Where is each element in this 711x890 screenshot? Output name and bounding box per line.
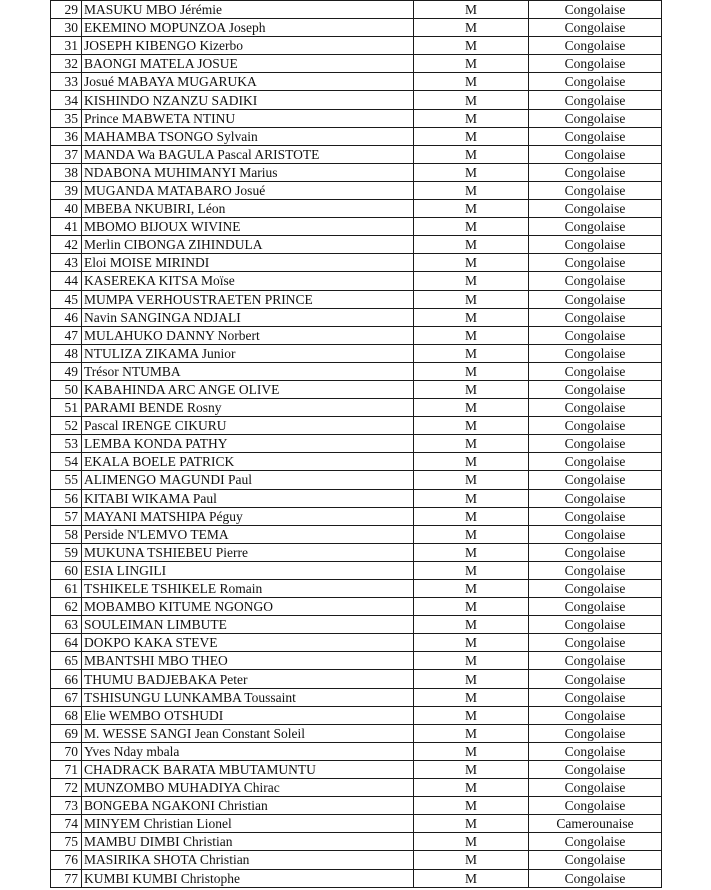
- table-row: [51, 724, 662, 742]
- row-number-cell: 67: [51, 688, 82, 706]
- name-cell: TSHISUNGU LUNKAMBA Toussaint: [82, 688, 414, 706]
- table-row: [51, 507, 662, 525]
- sex-cell: M: [414, 724, 529, 742]
- table-row: [51, 380, 662, 398]
- nationality-cell: Congolaise: [529, 399, 662, 417]
- row-number-cell: 33: [51, 73, 82, 91]
- table-row: [51, 634, 662, 652]
- table-row: [51, 797, 662, 815]
- name-cell: MBEBA NKUBIRI, Léon: [82, 200, 414, 218]
- name-cell: TSHIKELE TSHIKELE Romain: [82, 580, 414, 598]
- table-row: [51, 851, 662, 869]
- sex-cell: M: [414, 453, 529, 471]
- nationality-cell: Congolaise: [529, 19, 662, 37]
- nationality-cell: Congolaise: [529, 218, 662, 236]
- row-number-cell: 30: [51, 19, 82, 37]
- name-cell: Perside N'LEMVO TEMA: [82, 525, 414, 543]
- nationality-cell: Congolaise: [529, 55, 662, 73]
- nationality-cell: Congolaise: [529, 543, 662, 561]
- table-row: [51, 218, 662, 236]
- name-cell: NDABONA MUHIMANYI Marius: [82, 163, 414, 181]
- table-row: [51, 652, 662, 670]
- sex-cell: M: [414, 181, 529, 199]
- row-number-cell: 48: [51, 344, 82, 362]
- nationality-cell: Congolaise: [529, 453, 662, 471]
- nationality-cell: Congolaise: [529, 272, 662, 290]
- table-row: [51, 453, 662, 471]
- table-row: [51, 833, 662, 851]
- sex-cell: M: [414, 236, 529, 254]
- nationality-cell: Congolaise: [529, 145, 662, 163]
- row-number-cell: 58: [51, 525, 82, 543]
- nationality-cell: Congolaise: [529, 181, 662, 199]
- row-number-cell: 29: [51, 1, 82, 19]
- table-row: [51, 616, 662, 634]
- nationality-cell: Congolaise: [529, 688, 662, 706]
- sex-cell: M: [414, 218, 529, 236]
- name-cell: Pascal IRENGE CIKURU: [82, 417, 414, 435]
- nationality-cell: Congolaise: [529, 109, 662, 127]
- name-cell: PARAMI BENDE Rosny: [82, 399, 414, 417]
- nationality-cell: Congolaise: [529, 598, 662, 616]
- nationality-cell: Congolaise: [529, 290, 662, 308]
- table-row: [51, 543, 662, 561]
- table-row: [51, 742, 662, 760]
- sex-cell: M: [414, 37, 529, 55]
- sex-cell: M: [414, 127, 529, 145]
- table-row: [51, 326, 662, 344]
- name-cell: Trésor NTUMBA: [82, 362, 414, 380]
- sex-cell: M: [414, 91, 529, 109]
- sex-cell: M: [414, 779, 529, 797]
- roster-table: [50, 0, 662, 888]
- sex-cell: M: [414, 272, 529, 290]
- name-cell: Elie WEMBO OTSHUDI: [82, 706, 414, 724]
- row-number-cell: 49: [51, 362, 82, 380]
- nationality-cell: Congolaise: [529, 73, 662, 91]
- sex-cell: M: [414, 706, 529, 724]
- row-number-cell: 39: [51, 181, 82, 199]
- name-cell: THUMU BADJEBAKA Peter: [82, 670, 414, 688]
- table-row: [51, 127, 662, 145]
- nationality-cell: Congolaise: [529, 254, 662, 272]
- nationality-cell: Congolaise: [529, 561, 662, 579]
- row-number-cell: 62: [51, 598, 82, 616]
- roster-table-body: [51, 1, 662, 888]
- row-number-cell: 65: [51, 652, 82, 670]
- nationality-cell: Congolaise: [529, 670, 662, 688]
- table-row: [51, 489, 662, 507]
- name-cell: Yves Nday mbala: [82, 742, 414, 760]
- name-cell: MAMBU DIMBI Christian: [82, 833, 414, 851]
- row-number-cell: 46: [51, 308, 82, 326]
- row-number-cell: 60: [51, 561, 82, 579]
- table-row: [51, 37, 662, 55]
- table-row: [51, 55, 662, 73]
- name-cell: ESIA LINGILI: [82, 561, 414, 579]
- row-number-cell: 54: [51, 453, 82, 471]
- name-cell: MUGANDA MATABARO Josué: [82, 181, 414, 199]
- row-number-cell: 68: [51, 706, 82, 724]
- sex-cell: M: [414, 742, 529, 760]
- name-cell: KITABI WIKAMA Paul: [82, 489, 414, 507]
- row-number-cell: 69: [51, 724, 82, 742]
- sex-cell: M: [414, 254, 529, 272]
- name-cell: Josué MABAYA MUGARUKA: [82, 73, 414, 91]
- sex-cell: M: [414, 869, 529, 887]
- nationality-cell: Congolaise: [529, 37, 662, 55]
- nationality-cell: Congolaise: [529, 652, 662, 670]
- row-number-cell: 50: [51, 380, 82, 398]
- row-number-cell: 77: [51, 869, 82, 887]
- table-row: [51, 145, 662, 163]
- table-row: [51, 290, 662, 308]
- table-row: [51, 760, 662, 778]
- name-cell: LEMBA KONDA PATHY: [82, 435, 414, 453]
- nationality-cell: Congolaise: [529, 417, 662, 435]
- row-number-cell: 37: [51, 145, 82, 163]
- sex-cell: M: [414, 200, 529, 218]
- table-row: [51, 236, 662, 254]
- sex-cell: M: [414, 652, 529, 670]
- nationality-cell: Congolaise: [529, 869, 662, 887]
- row-number-cell: 36: [51, 127, 82, 145]
- row-number-cell: 55: [51, 471, 82, 489]
- sex-cell: M: [414, 598, 529, 616]
- row-number-cell: 52: [51, 417, 82, 435]
- name-cell: KISHINDO NZANZU SADIKI: [82, 91, 414, 109]
- nationality-cell: Congolaise: [529, 127, 662, 145]
- nationality-cell: Congolaise: [529, 580, 662, 598]
- table-row: [51, 580, 662, 598]
- sex-cell: M: [414, 308, 529, 326]
- table-row: [51, 815, 662, 833]
- nationality-cell: Congolaise: [529, 760, 662, 778]
- row-number-cell: 40: [51, 200, 82, 218]
- nationality-cell: Congolaise: [529, 163, 662, 181]
- nationality-cell: Congolaise: [529, 344, 662, 362]
- sex-cell: M: [414, 19, 529, 37]
- name-cell: SOULEIMAN LIMBUTE: [82, 616, 414, 634]
- row-number-cell: 34: [51, 91, 82, 109]
- row-number-cell: 70: [51, 742, 82, 760]
- name-cell: KASEREKA KITSA Moïse: [82, 272, 414, 290]
- table-row: [51, 91, 662, 109]
- nationality-cell: Congolaise: [529, 525, 662, 543]
- name-cell: MINYEM Christian Lionel: [82, 815, 414, 833]
- nationality-cell: Camerounaise: [529, 815, 662, 833]
- row-number-cell: 72: [51, 779, 82, 797]
- nationality-cell: Congolaise: [529, 706, 662, 724]
- nationality-cell: Congolaise: [529, 1, 662, 19]
- sex-cell: M: [414, 417, 529, 435]
- name-cell: MBOMO BIJOUX WIVINE: [82, 218, 414, 236]
- row-number-cell: 61: [51, 580, 82, 598]
- row-number-cell: 44: [51, 272, 82, 290]
- name-cell: MANDA Wa BAGULA Pascal ARISTOTE: [82, 145, 414, 163]
- row-number-cell: 75: [51, 833, 82, 851]
- row-number-cell: 64: [51, 634, 82, 652]
- nationality-cell: Congolaise: [529, 833, 662, 851]
- name-cell: KUMBI KUMBI Christophe: [82, 869, 414, 887]
- sex-cell: M: [414, 109, 529, 127]
- name-cell: MAHAMBA TSONGO Sylvain: [82, 127, 414, 145]
- name-cell: BAONGI MATELA JOSUE: [82, 55, 414, 73]
- name-cell: MASIRIKA SHOTA Christian: [82, 851, 414, 869]
- name-cell: NTULIZA ZIKAMA Junior: [82, 344, 414, 362]
- sex-cell: M: [414, 525, 529, 543]
- name-cell: EKEMINO MOPUNZOA Joseph: [82, 19, 414, 37]
- name-cell: CHADRACK BARATA MBUTAMUNTU: [82, 760, 414, 778]
- name-cell: ALIMENGO MAGUNDI Paul: [82, 471, 414, 489]
- row-number-cell: 66: [51, 670, 82, 688]
- table-row: [51, 254, 662, 272]
- table-row: [51, 869, 662, 887]
- name-cell: MUKUNA TSHIEBEU Pierre: [82, 543, 414, 561]
- nationality-cell: Congolaise: [529, 742, 662, 760]
- row-number-cell: 51: [51, 399, 82, 417]
- row-number-cell: 35: [51, 109, 82, 127]
- name-cell: MUMPA VERHOUSTRAETEN PRINCE: [82, 290, 414, 308]
- sex-cell: M: [414, 580, 529, 598]
- table-row: [51, 1, 662, 19]
- nationality-cell: Congolaise: [529, 634, 662, 652]
- row-number-cell: 57: [51, 507, 82, 525]
- sex-cell: M: [414, 471, 529, 489]
- nationality-cell: Congolaise: [529, 435, 662, 453]
- table-row: [51, 163, 662, 181]
- sex-cell: M: [414, 543, 529, 561]
- sex-cell: M: [414, 851, 529, 869]
- row-number-cell: 59: [51, 543, 82, 561]
- nationality-cell: Congolaise: [529, 616, 662, 634]
- table-row: [51, 399, 662, 417]
- name-cell: M. WESSE SANGI Jean Constant Soleil: [82, 724, 414, 742]
- table-row: [51, 308, 662, 326]
- name-cell: Prince MABWETA NTINU: [82, 109, 414, 127]
- name-cell: DOKPO KAKA STEVE: [82, 634, 414, 652]
- sex-cell: M: [414, 688, 529, 706]
- sex-cell: M: [414, 362, 529, 380]
- sex-cell: M: [414, 399, 529, 417]
- row-number-cell: 47: [51, 326, 82, 344]
- table-row: [51, 417, 662, 435]
- nationality-cell: Congolaise: [529, 724, 662, 742]
- nationality-cell: Congolaise: [529, 489, 662, 507]
- sex-cell: M: [414, 507, 529, 525]
- name-cell: Eloi MOISE MIRINDI: [82, 254, 414, 272]
- name-cell: Navin SANGINGA NDJALI: [82, 308, 414, 326]
- table-row: [51, 362, 662, 380]
- table-row: [51, 344, 662, 362]
- name-cell: MBANTSHI MBO THEO: [82, 652, 414, 670]
- row-number-cell: 71: [51, 760, 82, 778]
- table-row: [51, 73, 662, 91]
- nationality-cell: Congolaise: [529, 91, 662, 109]
- table-row: [51, 598, 662, 616]
- sex-cell: M: [414, 833, 529, 851]
- document-page: [50, 0, 662, 888]
- table-row: [51, 272, 662, 290]
- row-number-cell: 63: [51, 616, 82, 634]
- sex-cell: M: [414, 616, 529, 634]
- row-number-cell: 43: [51, 254, 82, 272]
- name-cell: MAYANI MATSHIPA Péguy: [82, 507, 414, 525]
- nationality-cell: Congolaise: [529, 507, 662, 525]
- sex-cell: M: [414, 380, 529, 398]
- nationality-cell: Congolaise: [529, 308, 662, 326]
- nationality-cell: Congolaise: [529, 797, 662, 815]
- name-cell: MOBAMBO KITUME NGONGO: [82, 598, 414, 616]
- name-cell: MUNZOMBO MUHADIYA Chirac: [82, 779, 414, 797]
- nationality-cell: Congolaise: [529, 779, 662, 797]
- table-row: [51, 688, 662, 706]
- name-cell: BONGEBA NGAKONI Christian: [82, 797, 414, 815]
- table-row: [51, 19, 662, 37]
- name-cell: EKALA BOELE PATRICK: [82, 453, 414, 471]
- sex-cell: M: [414, 435, 529, 453]
- sex-cell: M: [414, 1, 529, 19]
- name-cell: MULAHUKO DANNY Norbert: [82, 326, 414, 344]
- table-row: [51, 181, 662, 199]
- table-row: [51, 706, 662, 724]
- table-row: [51, 200, 662, 218]
- name-cell: JOSEPH KIBENGO Kizerbo: [82, 37, 414, 55]
- sex-cell: M: [414, 290, 529, 308]
- row-number-cell: 32: [51, 55, 82, 73]
- table-row: [51, 109, 662, 127]
- sex-cell: M: [414, 55, 529, 73]
- row-number-cell: 74: [51, 815, 82, 833]
- table-row: [51, 471, 662, 489]
- sex-cell: M: [414, 815, 529, 833]
- nationality-cell: Congolaise: [529, 851, 662, 869]
- nationality-cell: Congolaise: [529, 200, 662, 218]
- name-cell: Merlin CIBONGA ZIHINDULA: [82, 236, 414, 254]
- row-number-cell: 76: [51, 851, 82, 869]
- sex-cell: M: [414, 163, 529, 181]
- sex-cell: M: [414, 634, 529, 652]
- name-cell: MASUKU MBO Jérémie: [82, 1, 414, 19]
- sex-cell: M: [414, 326, 529, 344]
- sex-cell: M: [414, 344, 529, 362]
- table-row: [51, 525, 662, 543]
- row-number-cell: 73: [51, 797, 82, 815]
- nationality-cell: Congolaise: [529, 326, 662, 344]
- table-row: [51, 670, 662, 688]
- row-number-cell: 53: [51, 435, 82, 453]
- row-number-cell: 38: [51, 163, 82, 181]
- sex-cell: M: [414, 145, 529, 163]
- sex-cell: M: [414, 760, 529, 778]
- sex-cell: M: [414, 561, 529, 579]
- row-number-cell: 31: [51, 37, 82, 55]
- nationality-cell: Congolaise: [529, 236, 662, 254]
- nationality-cell: Congolaise: [529, 362, 662, 380]
- table-row: [51, 561, 662, 579]
- row-number-cell: 42: [51, 236, 82, 254]
- nationality-cell: Congolaise: [529, 380, 662, 398]
- nationality-cell: Congolaise: [529, 471, 662, 489]
- sex-cell: M: [414, 797, 529, 815]
- table-row: [51, 435, 662, 453]
- sex-cell: M: [414, 489, 529, 507]
- row-number-cell: 45: [51, 290, 82, 308]
- sex-cell: M: [414, 670, 529, 688]
- name-cell: KABAHINDA ARC ANGE OLIVE: [82, 380, 414, 398]
- row-number-cell: 41: [51, 218, 82, 236]
- row-number-cell: 56: [51, 489, 82, 507]
- table-row: [51, 779, 662, 797]
- sex-cell: M: [414, 73, 529, 91]
